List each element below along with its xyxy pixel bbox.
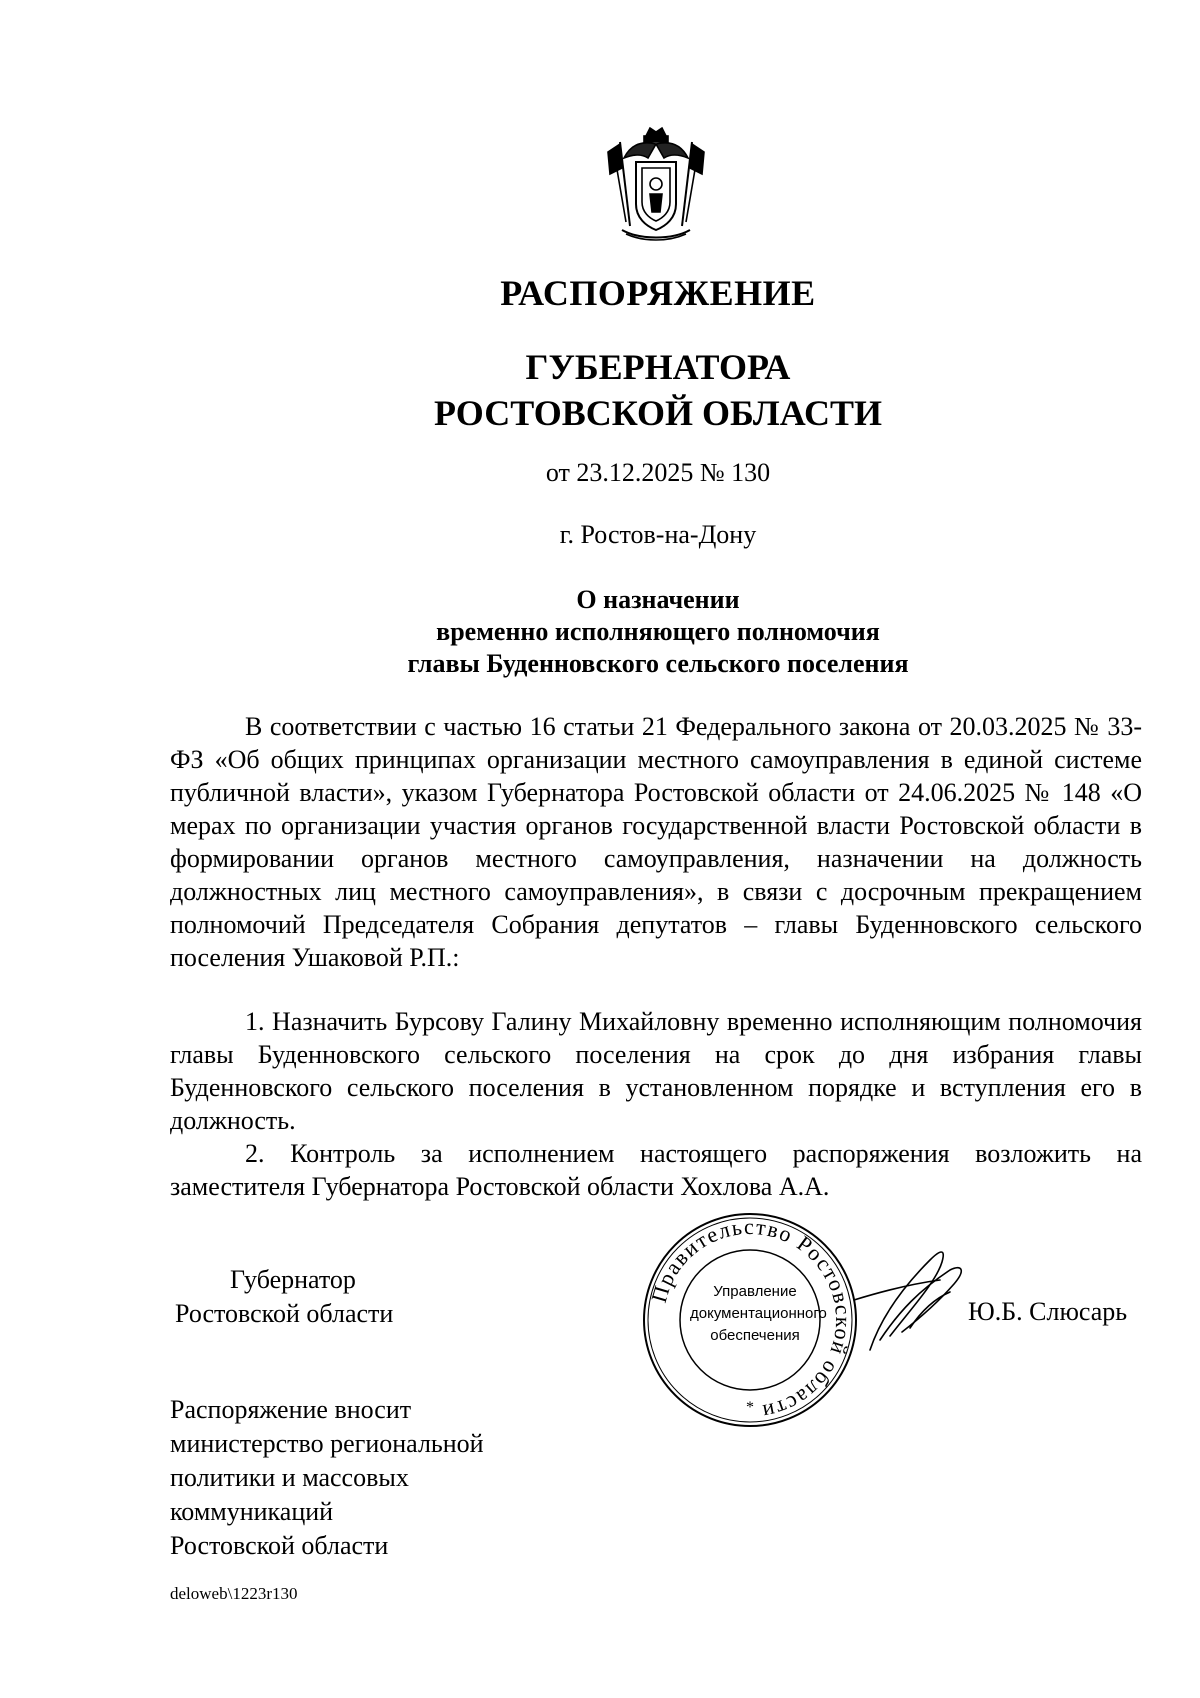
submitter-line4: коммуникаций (170, 1497, 334, 1526)
order-item-2: 2. Контроль за исполнением настоящего распоряжения возложить на заместителя Губернатора Ростовской области Хохлова А.А. (170, 1139, 1142, 1201)
submitter-line1: Распоряжение вносит (170, 1395, 412, 1424)
coat-of-arms-emblem (600, 122, 712, 244)
subject-line1: О назначении (576, 585, 740, 614)
signatory-position-line2: Ростовской области (175, 1299, 394, 1328)
subject-line2: временно исполняющего полномочия (436, 617, 880, 646)
submitter-line5: Ростовской области (170, 1531, 389, 1560)
date-and-number: от 23.12.2025 № 130 (545, 458, 771, 487)
issuer-title (0, 344, 1200, 436)
submitter-line3: политики и массовых (170, 1463, 409, 1492)
order-item-1: 1. Назначить Бурсову Галину Михайловну временно исполняющим полномочия главы Буденновского сельского поселения на срок до дня избрания главы Буденновского сельского поселения в установленном порядке и вступления его в должность. (170, 1007, 1142, 1135)
stamp-inner-line2: документационного (690, 1305, 827, 1322)
submitter-line2: министерство региональной (170, 1429, 484, 1458)
stamp-star-icon: * (746, 1399, 754, 1416)
handwritten-signature (850, 1240, 980, 1360)
city-line: г. Ростов-на-Дону (559, 520, 757, 549)
document-type-title: РАСПОРЯЖЕНИЕ (500, 273, 816, 313)
preamble-paragraph: В соответствии с частью 16 статьи 21 Федерального закона от 20.03.2025 № 33-ФЗ «Об общих принципах организации местного самоуправления в единой системе публичной власти», указом Губернатора Ростовской области от 24.06.2025 № 148 «О мерах по организации участия органов государственной власти Ростовской области в формировании органов местного самоуправления, назначении на должность должностных лиц местного самоуправления», в связи с досрочным прекращением полномочий Председателя Собрания депутатов – главы Буденновского сельского поселения Ушаковой Р.П.: (170, 712, 1142, 972)
stamp-inner-text (690, 1281, 827, 1347)
issuer-title-line1: ГУБЕРНАТОРА (525, 347, 791, 387)
signatory-position-line1: Губернатор (230, 1265, 356, 1294)
stamp-inner-line3: обеспечения (710, 1327, 800, 1344)
document-file-code: deloweb\1223r130 (170, 1584, 298, 1603)
signatory-position (175, 1263, 393, 1331)
subject-line3: главы Буденновского сельского поселения (407, 649, 909, 678)
submitter-block (170, 1393, 484, 1563)
document-subject (0, 584, 1200, 680)
issuer-title-line2: РОСТОВСКОЙ ОБЛАСТИ (434, 393, 882, 433)
stamp-inner-line1: Управление (713, 1283, 797, 1300)
signatory-name: Ю.Б. Слюсарь (968, 1297, 1128, 1326)
stamp-ring-text: Правительство Ростовской области (645, 1213, 857, 1426)
